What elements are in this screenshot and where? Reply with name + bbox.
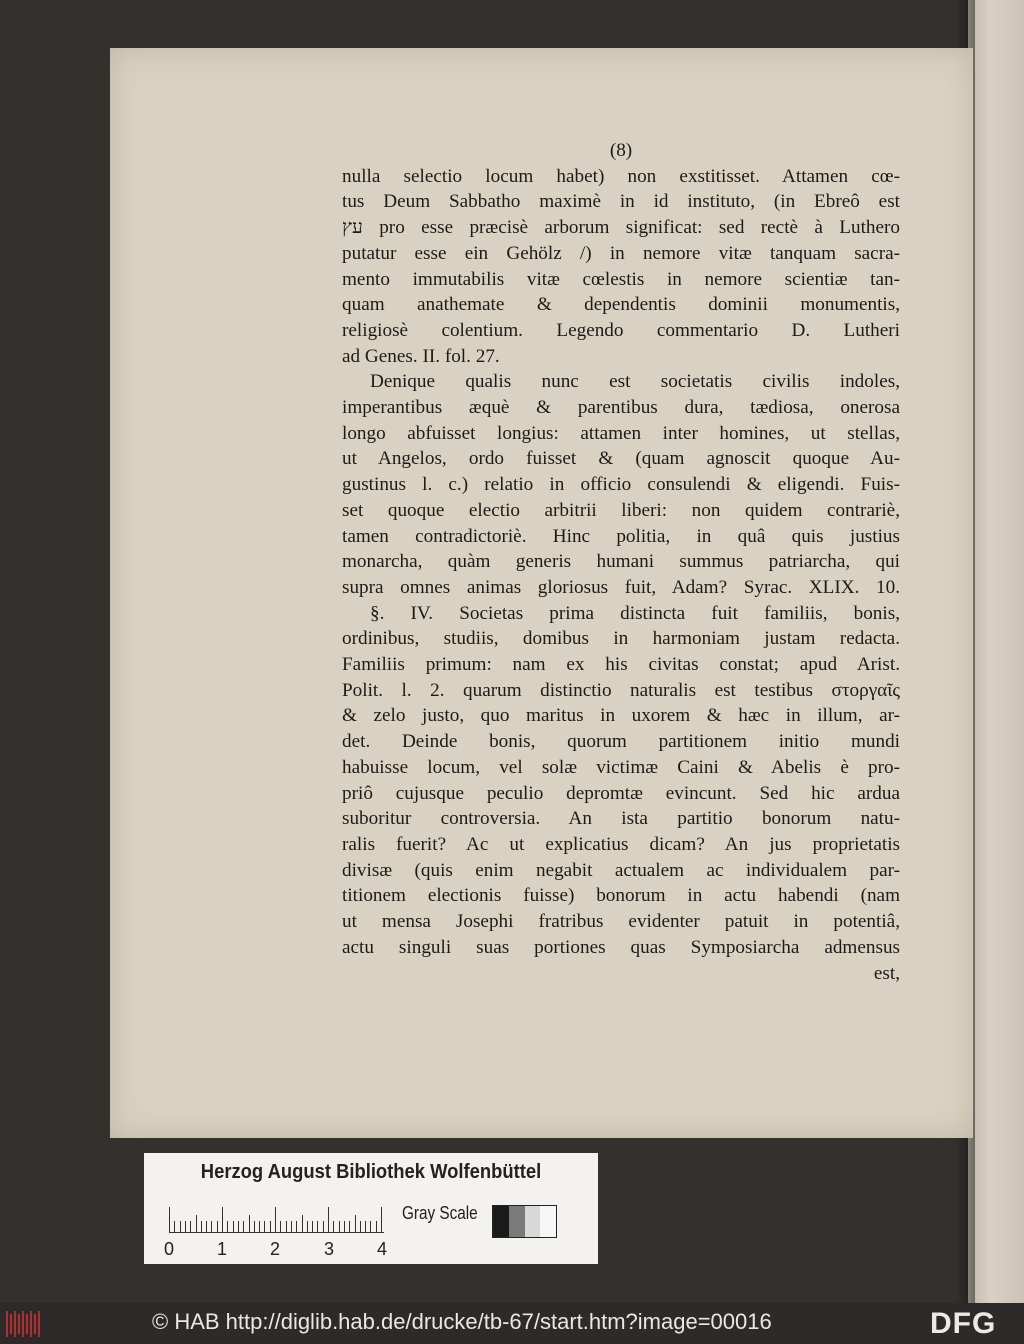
ruler-tick (307, 1221, 308, 1233)
text-line: ordinibus, studiis, domibus in harmoniam justam redacta. (342, 628, 900, 650)
ruler-tick (254, 1221, 255, 1233)
text-line: longo abfuisset longius: attamen inter homines, ut stellas, (342, 422, 900, 444)
facing-page-edge (968, 0, 1024, 1303)
footer-bar (0, 1303, 1024, 1344)
ruler-tick (249, 1215, 250, 1233)
ruler-tick (211, 1221, 212, 1233)
ruler-tick (238, 1221, 239, 1233)
ruler-tick (360, 1221, 361, 1233)
ruler-tick (243, 1221, 244, 1233)
logo-bar (10, 1314, 12, 1334)
text-line: set quoque electio arbitrii liberi: non quidem contrariè, (342, 499, 900, 521)
gray-swatch (525, 1206, 541, 1237)
copyright-link[interactable]: © HAB http://diglib.hab.de/drucke/tb-67/start.htm?image=00016 (152, 1309, 772, 1334)
page-number-header: (8) (609, 140, 633, 161)
ruler-tick (376, 1221, 377, 1233)
logo-bar (22, 1311, 24, 1337)
text-line: Denique qualis nunc est societatis civilis indoles, (370, 371, 900, 393)
ruler-tick (180, 1221, 181, 1233)
gray-swatch (509, 1206, 525, 1237)
ruler-tick (259, 1221, 260, 1233)
ruler-tick (344, 1221, 345, 1233)
text-line: tamen contradictoriè. Hinc politia, in quâ quis justius (342, 525, 900, 547)
scale-number-4: 4 (377, 1239, 388, 1259)
text-line: priô cujusque peculio depromtæ evincunt. Sed hic ardua (342, 782, 900, 804)
scanned-page (110, 48, 973, 1138)
text-line: suboritur controversia. An ista partitio bonorum natu- (342, 808, 900, 830)
scale-number-1: 1 (217, 1239, 228, 1259)
ruler-tick (280, 1221, 281, 1233)
scale-number-0: 0 (164, 1239, 175, 1259)
ruler-tick (206, 1221, 207, 1233)
text-line: Polit. l. 2. quarum distinctio naturalis est testibus στοργαῖς (342, 679, 900, 701)
ruler-tick (381, 1207, 382, 1233)
logo-bar (34, 1314, 36, 1334)
text-line: ad Genes. II. fol. 27. (342, 345, 500, 367)
text-line: det. Deinde bonis, quorum partitionem initio mundi (342, 731, 900, 753)
text-line: nulla selectio locum habet) non exstitisset. Attamen cœ- (342, 165, 900, 187)
text-line: mento immutabilis vitæ cœlestis in nemore scientiæ tan- (342, 268, 900, 290)
ruler-tick (174, 1221, 175, 1233)
text-line: quam anathemate & dependentis dominii monumentis, (342, 294, 900, 316)
text-line: putatur esse ein Gehölz /) in nemore vitæ tanquam sacra- (342, 242, 900, 264)
text-line: tus Deum Sabbatho maximè in id instituto, (in Ebreô est (342, 191, 900, 213)
ruler-tick (355, 1215, 356, 1233)
text-line: עץ pro esse præcisè arborum significat: sed rectè à Luthero (342, 217, 900, 239)
ruler-tick (222, 1207, 223, 1233)
library-name: Herzog August Bibliothek Wolfenbüttel (200, 1161, 542, 1183)
text-line: Familiis primum: nam ex his civitas constat; apud Arist. (342, 654, 900, 676)
page-text-block (342, 138, 900, 986)
text-line: supra omnes animas gloriosus fuit, Adam? Syrac. XLIX. 10. (342, 576, 900, 598)
ruler-tick (190, 1221, 191, 1233)
ruler-tick (328, 1207, 329, 1233)
ruler-tick (185, 1221, 186, 1233)
color-checker-card (144, 1153, 598, 1264)
text-line: ralis fuerit? Ac ut explicatius dicam? An jus proprietatis (342, 833, 900, 855)
ruler-tick (302, 1215, 303, 1233)
ruler-tick (169, 1207, 170, 1233)
ruler-tick (201, 1221, 202, 1233)
ruler-tick (339, 1221, 340, 1233)
ruler-tick (365, 1221, 366, 1233)
scale-ruler (169, 1205, 384, 1233)
text-line: titionem electionis fuisse) bonorum in actu habendi (nam (342, 885, 900, 907)
scale-number-3: 3 (324, 1239, 335, 1259)
ruler-tick (312, 1221, 313, 1233)
ruler-tick (370, 1221, 371, 1233)
ruler-tick (217, 1221, 218, 1233)
ruler-tick (275, 1207, 276, 1233)
text-line: religiosè colentium. Legendo commentario D. Lutheri (342, 319, 900, 341)
ruler-tick (264, 1221, 265, 1233)
text-line: habuisse locum, vel solæ victimæ Caini & Abelis è pro- (342, 756, 900, 778)
logo-bar (14, 1311, 16, 1337)
text-line: & zelo justo, quo maritus in uxorem & hæc in illum, ar- (342, 705, 900, 727)
text-line: actu singuli suas portiones quas Symposiarcha admensus (342, 936, 900, 958)
ruler-tick (333, 1221, 334, 1233)
gray-swatch (493, 1206, 509, 1237)
text-line: divisæ (quis enim negabit actualem ac individualem par- (342, 859, 900, 881)
text-line: monarcha, quàm generis humani summus patriarcha, qui (342, 551, 900, 573)
text-line: gustinus l. c.) relatio in officio consulendi & eligendi. Fuis- (342, 474, 900, 496)
text-line: imperantibus æquè & parentibus dura, tædiosa, onerosa (342, 397, 900, 419)
ruler-tick (227, 1221, 228, 1233)
logo-bar (30, 1311, 32, 1337)
ruler-tick (270, 1221, 271, 1233)
ruler-tick (233, 1221, 234, 1233)
ruler-tick (323, 1221, 324, 1233)
ruler-tick (286, 1221, 287, 1233)
ruler-tick (296, 1221, 297, 1233)
logo-bar (6, 1311, 8, 1337)
gray-scale-label: Gray Scale (402, 1203, 478, 1223)
text-line: ut mensa Josephi fratribus evidenter patuit in potentiâ, (342, 911, 900, 933)
logo-bar (38, 1311, 40, 1337)
gray-swatch (540, 1206, 556, 1237)
text-line: §. IV. Societas prima distincta fuit familiis, bonis, (370, 602, 900, 624)
ruler-tick (291, 1221, 292, 1233)
gray-scale-swatches (492, 1205, 557, 1238)
scale-number-2: 2 (270, 1239, 281, 1259)
hab-logo-icon (6, 1311, 42, 1337)
catchword: est, (873, 962, 900, 984)
text-line: ut Angelos, ordo fuisset & (quam agnoscit quoque Au- (342, 448, 900, 470)
ruler-tick (349, 1221, 350, 1233)
ruler-tick (196, 1215, 197, 1233)
ruler-tick (317, 1221, 318, 1233)
logo-bar (18, 1314, 20, 1334)
logo-bar (26, 1314, 28, 1334)
dfg-logo: DFG (930, 1307, 997, 1340)
